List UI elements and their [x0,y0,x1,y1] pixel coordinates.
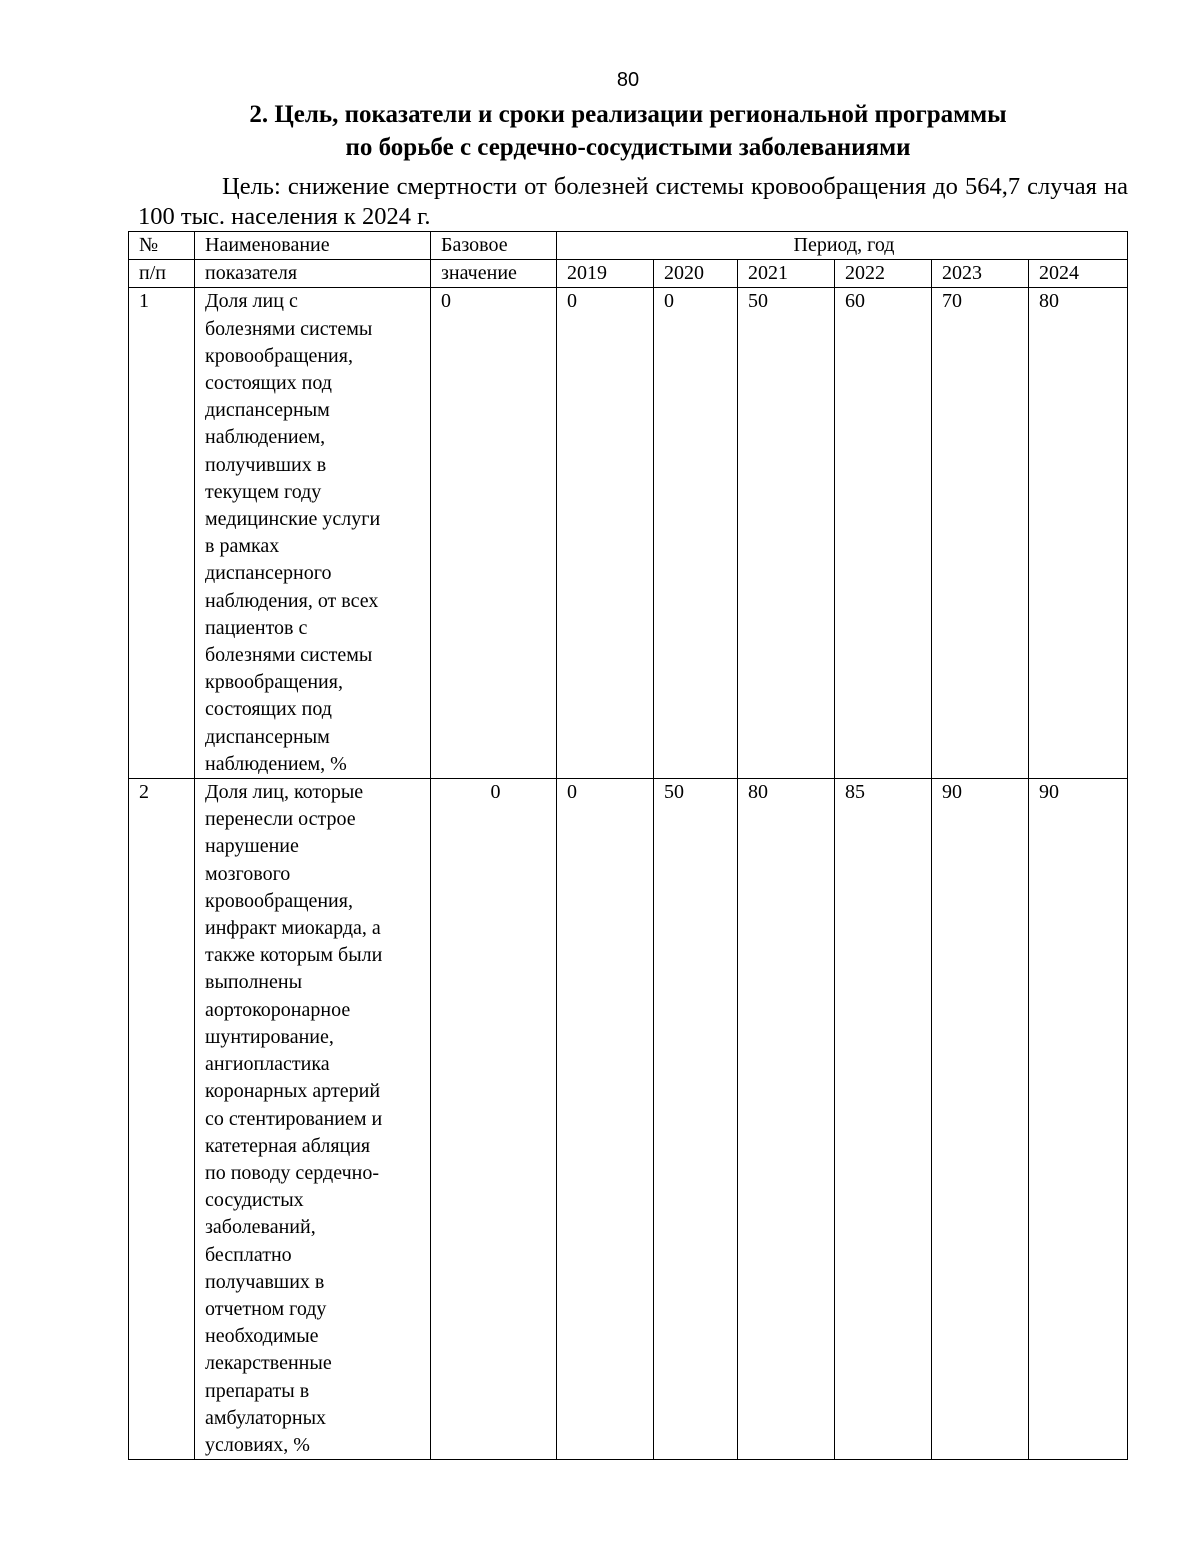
indicator-name-line: выполнены [205,971,303,994]
indicator-name-line: шунтирование, [205,1025,334,1048]
indicator-name-line: также которым были [205,944,383,967]
indicator-name-line: нарушение [205,835,299,858]
year-value: 50 [654,779,738,1460]
header-year: 2019 [557,260,654,288]
indicator-name-line: по поводу сердечно- [205,1161,380,1184]
header-base-line2: значение [431,260,557,288]
table-header-row-2 [129,260,1128,288]
section-title-line-2: по борьбе с сердечно-сосудистыми заболеваниями [345,134,911,161]
year-value: 90 [1029,779,1128,1460]
year-value: 85 [835,779,932,1460]
header-name-line2: показателя [195,260,431,288]
year-value: 0 [557,288,654,779]
header-year: 2021 [738,260,835,288]
header-period: Период, год [557,232,1128,260]
indicator-name-line: инфракт миокарда, а [205,917,381,940]
indicator-name-line: заболеваний, [205,1216,316,1239]
indicator-name-line: кровообращения, [205,889,353,912]
row-num: 2 [129,779,195,1460]
header-num-line2: п/п [129,260,195,288]
year-value: 90 [932,779,1029,1460]
table-row [129,779,1128,1460]
indicator-name-line: бесплатно [205,1243,292,1266]
indicator-name-line: болезнями системы [205,644,373,667]
indicator-name-line: кровообращения, [205,344,353,367]
indicator-name-line: аортокоронарное [205,998,351,1021]
header-year: 2020 [654,260,738,288]
year-value: 0 [654,288,738,779]
header-year: 2023 [932,260,1029,288]
year-value: 60 [835,288,932,779]
indicator-name-line: получивших в [205,453,327,476]
header-base: Базовое [431,232,557,260]
indicator-name-line: со стентированием и [205,1107,383,1130]
goal-text: Цель: снижение смертности от болезней системы кровообращения до 564,7 случая на 100 тыс. населения к 2024 г. [138,173,1128,230]
indicator-name-line: болезнями системы [205,317,373,340]
table-header-row-1 [129,232,1128,260]
indicator-name-line: в рамках [205,535,280,558]
header-year: 2022 [835,260,932,288]
base-value: 0 [431,779,557,1460]
year-value: 80 [1029,288,1128,779]
indicator-name-line: состоящих под [205,372,332,395]
indicator-name-line: наблюдением, [205,426,326,449]
indicator-name-line: получавших в [205,1270,325,1293]
indicator-name-line: Доля лиц с [205,290,298,313]
indicator-name-line: отчетном году [205,1297,327,1320]
year-value: 70 [932,288,1029,779]
indicator-name-line: крвообращения, [205,671,343,694]
year-value: 80 [738,779,835,1460]
header-year: 2024 [1029,260,1128,288]
indicator-name-line: Доля лиц, которые [205,781,364,804]
indicator-name-line: медицинские услуги [205,508,381,531]
indicator-name-line: препараты в [205,1379,310,1402]
indicator-name [195,288,431,779]
indicator-name [195,779,431,1460]
row-num: 1 [129,288,195,779]
indicator-name-line: катетерная абляция [205,1134,371,1157]
header-name: Наименование [195,232,431,260]
indicators-table [128,231,1128,1460]
indicator-name-line: диспансерного [205,562,332,585]
indicator-name-line: условиях, % [205,1433,310,1456]
indicator-name-line: состоящих под [205,698,332,721]
year-value: 50 [738,288,835,779]
indicator-name-line: перенесли острое [205,808,356,831]
indicator-name-line: наблюдением, % [205,752,347,775]
base-value: 0 [431,288,557,779]
indicator-name-line: необходимые [205,1325,319,1348]
year-value: 0 [557,779,654,1460]
header-num: № [129,232,195,260]
indicator-name-line: сосудистых [205,1189,304,1212]
indicator-name-line: амбулаторных [205,1406,327,1429]
section-title [130,98,1126,164]
indicator-name-line: диспансерным [205,399,330,422]
indicator-name-line: лекарственные [205,1352,332,1375]
table-row [129,288,1128,779]
indicator-name-line: текущем году [205,480,322,503]
indicator-name-line: мозгового [205,862,291,885]
section-title-line-1: 2. Цель, показатели и сроки реализации региональной программы [249,101,1007,128]
indicator-name-line: наблюдения, от всех [205,589,379,612]
indicator-name-line: пациентов с [205,616,308,639]
indicator-name-line: коронарных артерий [205,1080,381,1103]
indicator-name-line: ангиопластика [205,1053,330,1076]
page-number: 80 [616,69,640,91]
indicator-name-line: диспансерным [205,725,330,748]
